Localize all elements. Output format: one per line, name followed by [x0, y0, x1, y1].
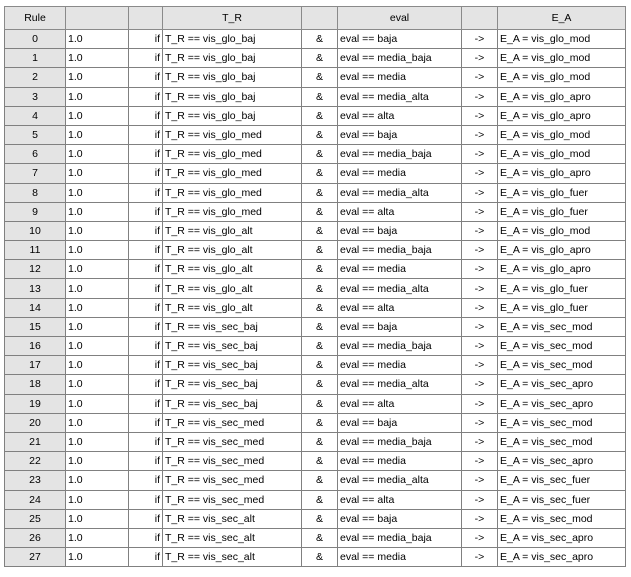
implies-arrow-cell[interactable]: ->: [462, 260, 498, 279]
rule-number-cell[interactable]: 11: [5, 241, 66, 260]
t-r-condition-cell[interactable]: T_R == vis_glo_alt: [163, 298, 302, 317]
and-operator-cell[interactable]: &: [302, 490, 338, 509]
eval-condition-cell[interactable]: eval == media_alta: [338, 471, 462, 490]
and-operator-cell[interactable]: &: [302, 202, 338, 221]
table-row[interactable]: [5, 202, 626, 221]
table-row[interactable]: [5, 145, 626, 164]
table-row[interactable]: [5, 30, 626, 49]
table-row[interactable]: [5, 241, 626, 260]
if-keyword-cell[interactable]: if: [129, 279, 163, 298]
rule-weight-cell[interactable]: 1.0: [66, 375, 129, 394]
and-operator-cell[interactable]: &: [302, 241, 338, 260]
rule-number-cell[interactable]: 1: [5, 49, 66, 68]
if-keyword-cell[interactable]: if: [129, 241, 163, 260]
e-a-result-cell[interactable]: E_A = vis_glo_apro: [498, 164, 626, 183]
rule-weight-cell[interactable]: 1.0: [66, 490, 129, 509]
table-row[interactable]: [5, 548, 626, 567]
and-operator-cell[interactable]: &: [302, 548, 338, 567]
rule-weight-cell[interactable]: 1.0: [66, 432, 129, 451]
t-r-condition-cell[interactable]: T_R == vis_glo_alt: [163, 260, 302, 279]
rule-number-cell[interactable]: 5: [5, 125, 66, 144]
e-a-result-cell[interactable]: E_A = vis_glo_mod: [498, 30, 626, 49]
and-operator-cell[interactable]: &: [302, 528, 338, 547]
eval-condition-cell[interactable]: eval == media_baja: [338, 145, 462, 164]
and-operator-cell[interactable]: &: [302, 337, 338, 356]
if-keyword-cell[interactable]: if: [129, 490, 163, 509]
and-operator-cell[interactable]: &: [302, 221, 338, 240]
implies-arrow-cell[interactable]: ->: [462, 528, 498, 547]
t-r-condition-cell[interactable]: T_R == vis_sec_baj: [163, 317, 302, 336]
if-keyword-cell[interactable]: if: [129, 548, 163, 567]
table-row[interactable]: [5, 337, 626, 356]
e-a-result-cell[interactable]: E_A = vis_sec_apro: [498, 548, 626, 567]
implies-arrow-cell[interactable]: ->: [462, 509, 498, 528]
table-row[interactable]: [5, 87, 626, 106]
eval-condition-cell[interactable]: eval == alta: [338, 490, 462, 509]
if-keyword-cell[interactable]: if: [129, 49, 163, 68]
rule-weight-cell[interactable]: 1.0: [66, 279, 129, 298]
implies-arrow-cell[interactable]: ->: [462, 298, 498, 317]
eval-condition-cell[interactable]: eval == media: [338, 356, 462, 375]
e-a-result-cell[interactable]: E_A = vis_sec_apro: [498, 528, 626, 547]
e-a-result-cell[interactable]: E_A = vis_glo_mod: [498, 68, 626, 87]
eval-condition-cell[interactable]: eval == media_alta: [338, 375, 462, 394]
implies-arrow-cell[interactable]: ->: [462, 202, 498, 221]
table-row[interactable]: [5, 260, 626, 279]
t-r-condition-cell[interactable]: T_R == vis_sec_baj: [163, 394, 302, 413]
t-r-condition-cell[interactable]: T_R == vis_glo_baj: [163, 87, 302, 106]
table-row[interactable]: [5, 375, 626, 394]
e-a-result-cell[interactable]: E_A = vis_sec_mod: [498, 509, 626, 528]
rule-weight-cell[interactable]: 1.0: [66, 413, 129, 432]
rule-number-cell[interactable]: 17: [5, 356, 66, 375]
e-a-result-cell[interactable]: E_A = vis_sec_mod: [498, 337, 626, 356]
t-r-condition-cell[interactable]: T_R == vis_sec_baj: [163, 375, 302, 394]
t-r-condition-cell[interactable]: T_R == vis_glo_baj: [163, 68, 302, 87]
rule-number-cell[interactable]: 9: [5, 202, 66, 221]
implies-arrow-cell[interactable]: ->: [462, 106, 498, 125]
if-keyword-cell[interactable]: if: [129, 145, 163, 164]
e-a-result-cell[interactable]: E_A = vis_glo_mod: [498, 49, 626, 68]
rule-weight-cell[interactable]: 1.0: [66, 202, 129, 221]
rule-weight-cell[interactable]: 1.0: [66, 164, 129, 183]
and-operator-cell[interactable]: &: [302, 394, 338, 413]
if-keyword-cell[interactable]: if: [129, 337, 163, 356]
t-r-condition-cell[interactable]: T_R == vis_glo_alt: [163, 221, 302, 240]
rule-number-cell[interactable]: 24: [5, 490, 66, 509]
if-keyword-cell[interactable]: if: [129, 87, 163, 106]
e-a-result-cell[interactable]: E_A = vis_sec_apro: [498, 452, 626, 471]
and-operator-cell[interactable]: &: [302, 452, 338, 471]
e-a-result-cell[interactable]: E_A = vis_sec_mod: [498, 356, 626, 375]
e-a-result-cell[interactable]: E_A = vis_sec_mod: [498, 317, 626, 336]
implies-arrow-cell[interactable]: ->: [462, 241, 498, 260]
rule-number-cell[interactable]: 10: [5, 221, 66, 240]
eval-condition-cell[interactable]: eval == media_alta: [338, 87, 462, 106]
eval-condition-cell[interactable]: eval == alta: [338, 298, 462, 317]
rule-number-cell[interactable]: 12: [5, 260, 66, 279]
header-row: [5, 7, 626, 30]
e-a-result-cell[interactable]: E_A = vis_glo_fuer: [498, 298, 626, 317]
implies-arrow-cell[interactable]: ->: [462, 375, 498, 394]
and-operator-cell[interactable]: &: [302, 145, 338, 164]
t-r-condition-cell[interactable]: T_R == vis_sec_alt: [163, 548, 302, 567]
rule-number-cell[interactable]: 14: [5, 298, 66, 317]
implies-arrow-cell[interactable]: ->: [462, 356, 498, 375]
and-operator-cell[interactable]: &: [302, 375, 338, 394]
eval-condition-cell[interactable]: eval == media_baja: [338, 337, 462, 356]
t-r-condition-cell[interactable]: T_R == vis_sec_med: [163, 432, 302, 451]
rule-weight-cell[interactable]: 1.0: [66, 221, 129, 240]
table-row[interactable]: [5, 528, 626, 547]
rule-number-cell[interactable]: 6: [5, 145, 66, 164]
eval-condition-cell[interactable]: eval == media: [338, 260, 462, 279]
t-r-condition-cell[interactable]: T_R == vis_glo_baj: [163, 30, 302, 49]
rule-number-cell[interactable]: 21: [5, 432, 66, 451]
if-keyword-cell[interactable]: if: [129, 30, 163, 49]
t-r-condition-cell[interactable]: T_R == vis_sec_med: [163, 490, 302, 509]
t-r-condition-cell[interactable]: T_R == vis_glo_alt: [163, 241, 302, 260]
rule-weight-cell[interactable]: 1.0: [66, 356, 129, 375]
if-keyword-cell[interactable]: if: [129, 528, 163, 547]
table-row[interactable]: [5, 164, 626, 183]
t-r-condition-cell[interactable]: T_R == vis_glo_baj: [163, 106, 302, 125]
eval-condition-cell[interactable]: eval == baja: [338, 221, 462, 240]
header-operator[interactable]: [302, 7, 338, 30]
rule-number-cell[interactable]: 2: [5, 68, 66, 87]
table-row[interactable]: [5, 221, 626, 240]
rule-table-container: [4, 6, 626, 567]
rule-number-cell[interactable]: 20: [5, 413, 66, 432]
rule-weight-cell[interactable]: 1.0: [66, 260, 129, 279]
rule-weight-cell[interactable]: 1.0: [66, 68, 129, 87]
e-a-result-cell[interactable]: E_A = vis_sec_mod: [498, 432, 626, 451]
t-r-condition-cell[interactable]: T_R == vis_sec_baj: [163, 356, 302, 375]
table-row[interactable]: [5, 490, 626, 509]
t-r-condition-cell[interactable]: T_R == vis_sec_med: [163, 413, 302, 432]
rule-number-cell[interactable]: 22: [5, 452, 66, 471]
and-operator-cell[interactable]: &: [302, 125, 338, 144]
e-a-result-cell[interactable]: E_A = vis_glo_fuer: [498, 183, 626, 202]
table-row[interactable]: [5, 298, 626, 317]
e-a-result-cell[interactable]: E_A = vis_glo_fuer: [498, 279, 626, 298]
t-r-condition-cell[interactable]: T_R == vis_sec_med: [163, 471, 302, 490]
table-row[interactable]: [5, 279, 626, 298]
rule-number-cell[interactable]: 23: [5, 471, 66, 490]
rule-weight-cell[interactable]: 1.0: [66, 394, 129, 413]
rule-number-cell[interactable]: 13: [5, 279, 66, 298]
rule-weight-cell[interactable]: 1.0: [66, 87, 129, 106]
e-a-result-cell[interactable]: E_A = vis_sec_mod: [498, 413, 626, 432]
e-a-result-cell[interactable]: E_A = vis_sec_fuer: [498, 471, 626, 490]
t-r-condition-cell[interactable]: T_R == vis_glo_baj: [163, 49, 302, 68]
rule-weight-cell[interactable]: 1.0: [66, 298, 129, 317]
rule-weight-cell[interactable]: 1.0: [66, 548, 129, 567]
e-a-result-cell[interactable]: E_A = vis_sec_fuer: [498, 490, 626, 509]
t-r-condition-cell[interactable]: T_R == vis_glo_med: [163, 145, 302, 164]
table-row[interactable]: [5, 183, 626, 202]
implies-arrow-cell[interactable]: ->: [462, 337, 498, 356]
table-row[interactable]: [5, 394, 626, 413]
and-operator-cell[interactable]: &: [302, 49, 338, 68]
rule-number-cell[interactable]: 4: [5, 106, 66, 125]
rule-weight-cell[interactable]: 1.0: [66, 528, 129, 547]
implies-arrow-cell[interactable]: ->: [462, 30, 498, 49]
if-keyword-cell[interactable]: if: [129, 471, 163, 490]
header-t-r[interactable]: T_R: [163, 7, 302, 30]
if-keyword-cell[interactable]: if: [129, 375, 163, 394]
eval-condition-cell[interactable]: eval == media_alta: [338, 279, 462, 298]
e-a-result-cell[interactable]: E_A = vis_glo_apro: [498, 241, 626, 260]
implies-arrow-cell[interactable]: ->: [462, 394, 498, 413]
and-operator-cell[interactable]: &: [302, 106, 338, 125]
eval-condition-cell[interactable]: eval == media: [338, 164, 462, 183]
if-keyword-cell[interactable]: if: [129, 432, 163, 451]
eval-condition-cell[interactable]: eval == alta: [338, 106, 462, 125]
eval-condition-cell[interactable]: eval == media_baja: [338, 528, 462, 547]
if-keyword-cell[interactable]: if: [129, 298, 163, 317]
eval-condition-cell[interactable]: eval == media_baja: [338, 432, 462, 451]
table-row[interactable]: [5, 106, 626, 125]
eval-condition-cell[interactable]: eval == alta: [338, 394, 462, 413]
implies-arrow-cell[interactable]: ->: [462, 49, 498, 68]
eval-condition-cell[interactable]: eval == media_baja: [338, 241, 462, 260]
rule-number-cell[interactable]: 26: [5, 528, 66, 547]
t-r-condition-cell[interactable]: T_R == vis_sec_alt: [163, 528, 302, 547]
table-row[interactable]: [5, 471, 626, 490]
implies-arrow-cell[interactable]: ->: [462, 68, 498, 87]
fuzzy-rule-table: [4, 6, 626, 567]
and-operator-cell[interactable]: &: [302, 183, 338, 202]
table-row[interactable]: [5, 68, 626, 87]
eval-condition-cell[interactable]: eval == media: [338, 68, 462, 87]
t-r-condition-cell[interactable]: T_R == vis_glo_med: [163, 125, 302, 144]
eval-condition-cell[interactable]: eval == baja: [338, 317, 462, 336]
and-operator-cell[interactable]: &: [302, 432, 338, 451]
e-a-result-cell[interactable]: E_A = vis_glo_apro: [498, 87, 626, 106]
and-operator-cell[interactable]: &: [302, 279, 338, 298]
t-r-condition-cell[interactable]: T_R == vis_sec_baj: [163, 337, 302, 356]
table-row[interactable]: [5, 413, 626, 432]
if-keyword-cell[interactable]: if: [129, 106, 163, 125]
eval-condition-cell[interactable]: eval == alta: [338, 202, 462, 221]
rule-number-cell[interactable]: 7: [5, 164, 66, 183]
implies-arrow-cell[interactable]: ->: [462, 145, 498, 164]
rule-number-cell[interactable]: 16: [5, 337, 66, 356]
and-operator-cell[interactable]: &: [302, 413, 338, 432]
rule-number-cell[interactable]: 27: [5, 548, 66, 567]
e-a-result-cell[interactable]: E_A = vis_glo_mod: [498, 145, 626, 164]
rule-number-cell[interactable]: 19: [5, 394, 66, 413]
rule-number-cell[interactable]: 15: [5, 317, 66, 336]
if-keyword-cell[interactable]: if: [129, 509, 163, 528]
rule-weight-cell[interactable]: 1.0: [66, 337, 129, 356]
rule-rows: [5, 30, 626, 567]
rule-number-cell[interactable]: 25: [5, 509, 66, 528]
rule-number-cell[interactable]: 0: [5, 30, 66, 49]
rule-weight-cell[interactable]: 1.0: [66, 145, 129, 164]
e-a-result-cell[interactable]: E_A = vis_sec_apro: [498, 394, 626, 413]
implies-arrow-cell[interactable]: ->: [462, 125, 498, 144]
eval-condition-cell[interactable]: eval == baja: [338, 413, 462, 432]
eval-condition-cell[interactable]: eval == baja: [338, 509, 462, 528]
implies-arrow-cell[interactable]: ->: [462, 317, 498, 336]
if-keyword-cell[interactable]: if: [129, 125, 163, 144]
header-keyword[interactable]: [129, 7, 163, 30]
and-operator-cell[interactable]: &: [302, 68, 338, 87]
header-e-a[interactable]: E_A: [498, 7, 626, 30]
and-operator-cell[interactable]: &: [302, 30, 338, 49]
implies-arrow-cell[interactable]: ->: [462, 183, 498, 202]
rule-weight-cell[interactable]: 1.0: [66, 125, 129, 144]
rule-weight-cell[interactable]: 1.0: [66, 509, 129, 528]
implies-arrow-cell[interactable]: ->: [462, 279, 498, 298]
rule-number-cell[interactable]: 8: [5, 183, 66, 202]
rule-number-cell[interactable]: 3: [5, 87, 66, 106]
header-rule[interactable]: Rule: [5, 7, 66, 30]
t-r-condition-cell[interactable]: T_R == vis_glo_alt: [163, 279, 302, 298]
t-r-condition-cell[interactable]: T_R == vis_sec_alt: [163, 509, 302, 528]
if-keyword-cell[interactable]: if: [129, 164, 163, 183]
implies-arrow-cell[interactable]: ->: [462, 413, 498, 432]
implies-arrow-cell[interactable]: ->: [462, 471, 498, 490]
and-operator-cell[interactable]: &: [302, 164, 338, 183]
rule-weight-cell[interactable]: 1.0: [66, 183, 129, 202]
and-operator-cell[interactable]: &: [302, 87, 338, 106]
implies-arrow-cell[interactable]: ->: [462, 221, 498, 240]
rule-weight-cell[interactable]: 1.0: [66, 106, 129, 125]
eval-condition-cell[interactable]: eval == baja: [338, 30, 462, 49]
t-r-condition-cell[interactable]: T_R == vis_glo_med: [163, 202, 302, 221]
and-operator-cell[interactable]: &: [302, 317, 338, 336]
table-row[interactable]: [5, 125, 626, 144]
e-a-result-cell[interactable]: E_A = vis_sec_apro: [498, 375, 626, 394]
eval-condition-cell[interactable]: eval == baja: [338, 125, 462, 144]
rule-weight-cell[interactable]: 1.0: [66, 49, 129, 68]
implies-arrow-cell[interactable]: ->: [462, 164, 498, 183]
eval-condition-cell[interactable]: eval == media_alta: [338, 183, 462, 202]
header-eval[interactable]: eval: [338, 7, 462, 30]
eval-condition-cell[interactable]: eval == media_baja: [338, 49, 462, 68]
if-keyword-cell[interactable]: if: [129, 183, 163, 202]
and-operator-cell[interactable]: &: [302, 260, 338, 279]
implies-arrow-cell[interactable]: ->: [462, 490, 498, 509]
table-row[interactable]: [5, 356, 626, 375]
e-a-result-cell[interactable]: E_A = vis_glo_apro: [498, 260, 626, 279]
and-operator-cell[interactable]: &: [302, 471, 338, 490]
and-operator-cell[interactable]: &: [302, 356, 338, 375]
implies-arrow-cell[interactable]: ->: [462, 87, 498, 106]
table-row[interactable]: [5, 509, 626, 528]
if-keyword-cell[interactable]: if: [129, 356, 163, 375]
e-a-result-cell[interactable]: E_A = vis_glo_mod: [498, 125, 626, 144]
t-r-condition-cell[interactable]: T_R == vis_glo_med: [163, 183, 302, 202]
t-r-condition-cell[interactable]: T_R == vis_sec_med: [163, 452, 302, 471]
rule-weight-cell[interactable]: 1.0: [66, 317, 129, 336]
table-row[interactable]: [5, 49, 626, 68]
if-keyword-cell[interactable]: if: [129, 202, 163, 221]
eval-condition-cell[interactable]: eval == media: [338, 548, 462, 567]
and-operator-cell[interactable]: &: [302, 298, 338, 317]
if-keyword-cell[interactable]: if: [129, 221, 163, 240]
if-keyword-cell[interactable]: if: [129, 413, 163, 432]
table-row[interactable]: [5, 432, 626, 451]
e-a-result-cell[interactable]: E_A = vis_glo_fuer: [498, 202, 626, 221]
if-keyword-cell[interactable]: if: [129, 317, 163, 336]
rule-weight-cell[interactable]: 1.0: [66, 30, 129, 49]
eval-condition-cell[interactable]: eval == media: [338, 452, 462, 471]
and-operator-cell[interactable]: &: [302, 509, 338, 528]
if-keyword-cell[interactable]: if: [129, 452, 163, 471]
if-keyword-cell[interactable]: if: [129, 68, 163, 87]
if-keyword-cell[interactable]: if: [129, 394, 163, 413]
rule-weight-cell[interactable]: 1.0: [66, 471, 129, 490]
table-row[interactable]: [5, 317, 626, 336]
e-a-result-cell[interactable]: E_A = vis_glo_apro: [498, 106, 626, 125]
table-row[interactable]: [5, 452, 626, 471]
rule-weight-cell[interactable]: 1.0: [66, 241, 129, 260]
implies-arrow-cell[interactable]: ->: [462, 452, 498, 471]
t-r-condition-cell[interactable]: T_R == vis_glo_med: [163, 164, 302, 183]
header-weight[interactable]: [66, 7, 129, 30]
implies-arrow-cell[interactable]: ->: [462, 548, 498, 567]
rule-weight-cell[interactable]: 1.0: [66, 452, 129, 471]
if-keyword-cell[interactable]: if: [129, 260, 163, 279]
header-arrow[interactable]: [462, 7, 498, 30]
e-a-result-cell[interactable]: E_A = vis_glo_mod: [498, 221, 626, 240]
implies-arrow-cell[interactable]: ->: [462, 432, 498, 451]
rule-number-cell[interactable]: 18: [5, 375, 66, 394]
